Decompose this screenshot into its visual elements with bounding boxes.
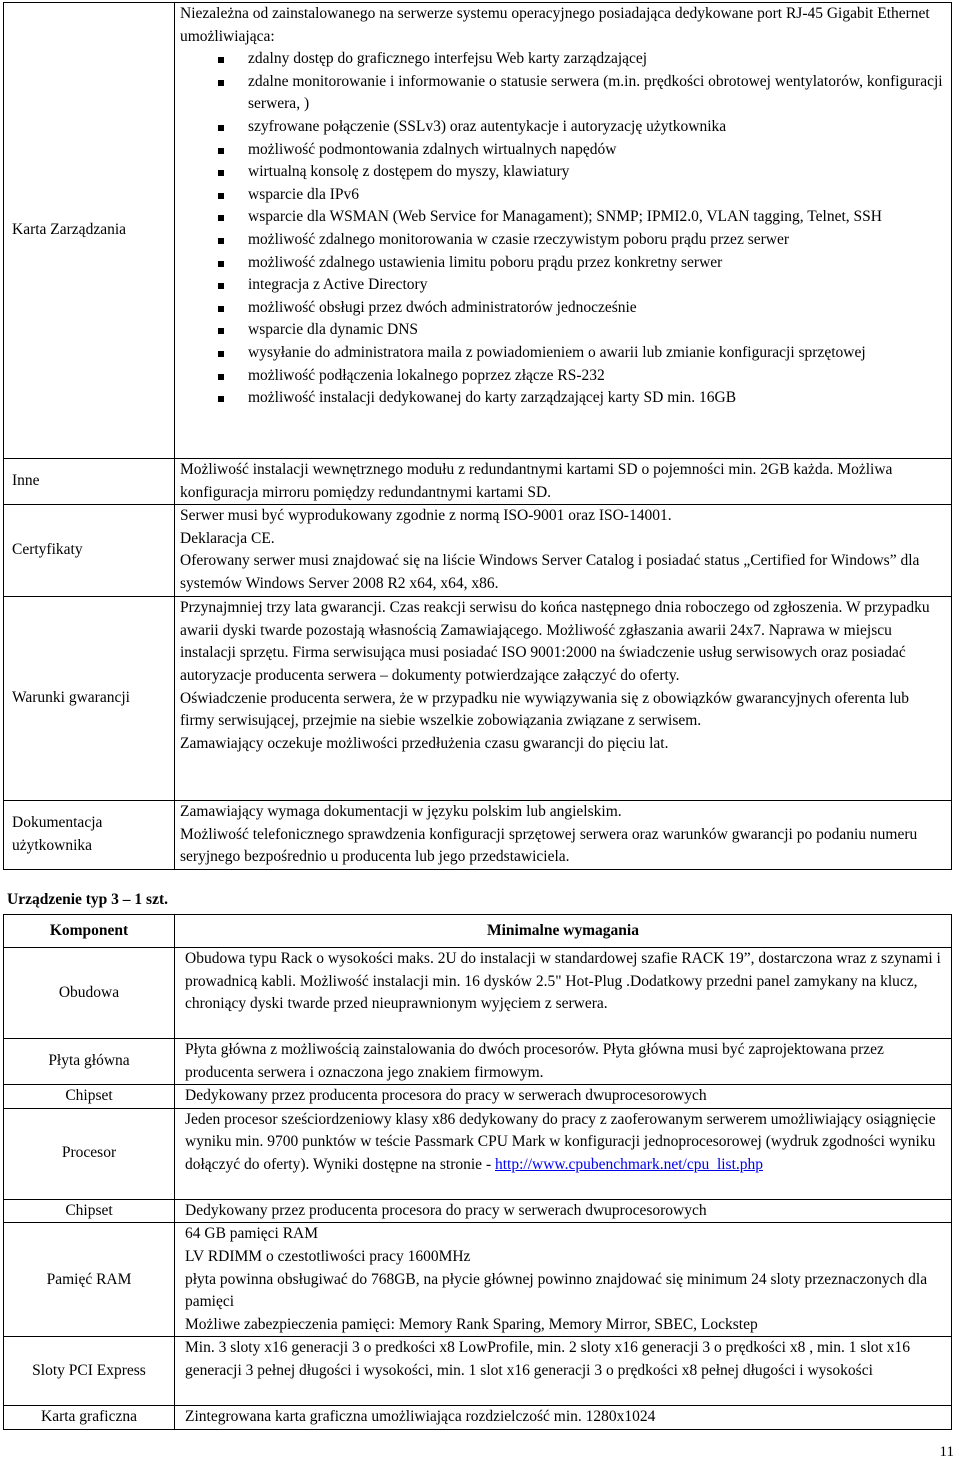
row-label: Płyta główna <box>4 1039 175 1085</box>
cell-text: Dedykowany przez producenta procesora do pracy w serwerach dwuprocesorowych <box>185 1201 707 1219</box>
spec-table-1 <box>3 2 952 870</box>
table-row <box>4 459 952 505</box>
cell-text-body: Jeden procesor sześciordzeniowy klasy x86 dedykowany do pracy z zaoferowanym serwerem umożliwiający osiągnięcie wyniku min. 9700 punktów w teście Passmark CPU Mark w konfiguracji jednoprocesorowej (wydruk zgodności wyniku dołączyć do oferty). Wyniki dostępne na stronie - <box>185 1110 936 1173</box>
column-header: Komponent <box>4 915 175 948</box>
row-label: Karta graficzna <box>4 1406 175 1430</box>
row-label: Dokumentacja użytkownika <box>4 801 175 870</box>
cell-text: Oświadczenie producenta serwera, że w przypadku nie wywiązywania się z obowiązków gwarancyjnych oferenta lub firmy serwisującej, przejmie na siebie wszelkie zobowiązania związane z serwisem. <box>180 689 910 730</box>
column-header: Minimalne wymagania <box>175 915 952 948</box>
bullet-list <box>180 48 947 410</box>
table-row <box>4 801 952 870</box>
list-item: wsparcie dla WSMAN (Web Service for Managament); SNMP; IPMI2.0, VLAN tagging, Telnet, SSH <box>218 206 947 229</box>
table-row <box>4 948 952 1039</box>
cell-text: płyta powinna obsługiwać do 768GB, na płycie głównej powinno znajdować się minimum 24 sloty przeznaczonych dla pamięci <box>185 1270 928 1311</box>
table-row <box>4 1406 952 1430</box>
cell-text: Przynajmniej trzy lata gwarancji. Czas reakcji serwisu do końca następnego dnia roboczego od zgłoszenia. W przypadku awarii dyski twarde pozostają własnością Zamawiającego. Możliwość zgłaszania awarii 24x7. Naprawa w miejscu instalacji sprzętu. Firma serwisująca musi posiadać ISO 9001:2000 na świadczenie usług serwisowych oraz posiadać autoryzacje producenta serwera – dokumenty potwierdzające załączyć do oferty. <box>180 599 930 684</box>
list-item: wsparcie dla dynamic DNS <box>218 319 947 342</box>
row-label: Chipset <box>4 1085 175 1109</box>
spec-table-2 <box>3 914 952 1430</box>
list-item: możliwość podłączenia lokalnego poprzez złącze RS-232 <box>218 365 947 388</box>
table-row <box>4 1199 952 1223</box>
list-item: możliwość zdalnego ustawienia limitu poboru prądu przez konkretny serwer <box>218 252 947 275</box>
cell-text: Zamawiający wymaga dokumentacji w języku polskim lub angielskim. <box>180 803 622 821</box>
benchmark-link[interactable]: http://www.cpubenchmark.net/cpu_list.php <box>494 1155 764 1173</box>
list-item: możliwość podmontowania zdalnych wirtualnych napędów <box>218 139 947 162</box>
cell-text: Serwer musi być wyprodukowany zgodnie z normą ISO-9001 oraz ISO-14001. <box>180 507 672 525</box>
page-number: 11 <box>939 1444 954 1460</box>
table-row <box>4 1337 952 1406</box>
row-label: Procesor <box>4 1108 175 1199</box>
list-item: wsparcie dla IPv6 <box>218 184 947 207</box>
list-item: integracja z Active Directory <box>218 274 947 297</box>
row-label: Inne <box>4 459 175 505</box>
cell-text: Zamawiający oczekuje możliwości przedłużenia czasu gwarancji do pięciu lat. <box>180 734 669 752</box>
list-item: możliwość instalacji dedykowanej do karty zarządzającej karty SD min. 16GB <box>218 387 947 410</box>
table-row <box>4 1108 952 1199</box>
cell-text: Min. 3 sloty x16 generacji 3 o predkości x8 LowProfile, min. 2 sloty x16 generacji 3 o prędkości x8 , min. 1 slot x16 generacji 3 pełnej długości i wysokości, min. 1 slot x16 generacji 3 o prędkości x8 pełnej długości i wysokości <box>185 1339 910 1379</box>
cell-text: Możliwe zabezpieczenia pamięci: Memory Rank Sparing, Memory Mirror, SBEC, Lockstep <box>185 1315 758 1333</box>
cell-text <box>185 1109 947 1177</box>
list-item: wirtualną konsolę z dostępem do myszy, klawiatury <box>218 161 947 184</box>
row-label: Obudowa <box>4 948 175 1039</box>
cell-text: Zintegrowana karta graficzna umożliwiająca rozdzielczość min. 1280x1024 <box>185 1408 656 1426</box>
table-header-row <box>4 915 952 948</box>
list-item: zdalny dostęp do graficznego interfejsu Web karty zarządzającej <box>218 48 947 71</box>
row-label: Certyfikaty <box>4 505 175 597</box>
row-label: Chipset <box>4 1199 175 1223</box>
cell-text: Możliwość telefonicznego sprawdzenia konfiguracji sprzętowej serwera oraz warunków gwarancji po podaniu numeru seryjnego bezpośrednio u producenta lub jego przedstawiciela. <box>180 825 918 866</box>
cell-text: Obudowa typu Rack o wysokości maks. 2U do instalacji w standardowej szafie RACK 19”, dostarczona wraz z szynami i prowadnicą kabli. Możliwość instalacji min. 16 dysków 2.5" Hot-Plug .Dodatkowy przedni panel zamykany na klucz, chroniący dyski twarde przed nieuprawnionym wyjęciem z serwera. <box>185 950 941 1013</box>
cell-text: Deklaracja CE. <box>180 529 275 547</box>
row-label: Warunki gwarancji <box>4 597 175 801</box>
table-row <box>4 1085 952 1109</box>
list-item: zdalne monitorowanie i informowanie o statusie serwera (m.in. prędkości obrotowej wentylatorów, konfiguracji serwera, ) <box>218 71 947 116</box>
table-row <box>4 597 952 801</box>
table-row <box>4 1039 952 1085</box>
table-row <box>4 1223 952 1337</box>
list-item: możliwość obsługi przez dwóch administratorów jednocześnie <box>218 297 947 320</box>
list-item: wysyłanie do administratora maila z powiadomieniem o awarii lub zmianie konfiguracji sprzętowej <box>218 342 947 365</box>
cell-text: LV RDIMM o czestotliwości pracy 1600MHz <box>185 1247 471 1265</box>
list-item: możliwość zdalnego monitorowania w czasie rzeczywistym poboru prądu przez serwer <box>218 229 947 252</box>
cell-text: Dedykowany przez producenta procesora do pracy w serwerach dwuprocesorowych <box>185 1087 707 1105</box>
cell-text: Możliwość instalacji wewnętrznego modułu z redundantnymi kartami SD o pojemności min. 2GB każda. Możliwa konfiguracja mirroru pomiędzy redundantnymi kartami SD. <box>180 461 893 501</box>
cell-text: Płyta główna z możliwością zainstalowania do dwóch procesorów. Płyta główna musi być zaprojektowana przez producenta serwera i oznaczona jego znakiem firmowym. <box>185 1041 884 1081</box>
row-label: Pamięć RAM <box>4 1223 175 1337</box>
cell-text: 64 GB pamięci RAM <box>185 1225 319 1243</box>
cell-text: Niezależna od zainstalowanego na serwerze systemu operacyjnego posiadająca dedykowane port RJ-45 Gigabit Ethernet umożliwiająca: <box>180 5 930 45</box>
device-caption: Urządzenie typ 3 – 1 szt. <box>7 891 168 908</box>
row-label: Sloty PCI Express <box>4 1337 175 1406</box>
row-label: Karta Zarządzania <box>4 3 175 459</box>
table-row <box>4 505 952 597</box>
cell-text: Oferowany serwer musi znajdować się na liście Windows Server Catalog i posiadać status „Certified for Windows” dla systemów Windows Server 2008 R2 x64, x64, x86. <box>180 552 920 592</box>
table-row <box>4 3 952 459</box>
list-item: szyfrowane połączenie (SSLv3) oraz autentykacje i autoryzację użytkownika <box>218 116 947 139</box>
